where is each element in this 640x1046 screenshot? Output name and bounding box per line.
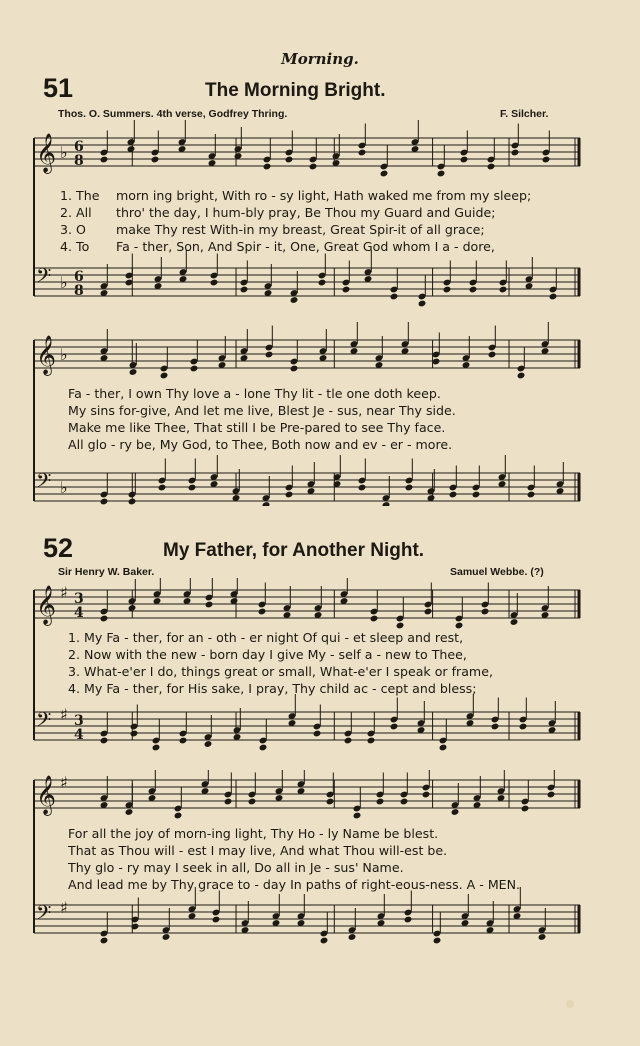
note-head	[491, 723, 500, 731]
music-credit: F. Silcher.	[500, 108, 549, 120]
note-head	[258, 608, 267, 616]
time-signature-bottom: 4	[74, 605, 84, 621]
note-head	[370, 615, 379, 623]
note-head	[358, 484, 367, 492]
note-head	[396, 622, 405, 630]
note-head	[400, 798, 409, 806]
time-signature-bottom: 8	[74, 283, 84, 299]
note-head	[455, 622, 464, 630]
music-system	[0, 578, 640, 768]
note-head	[188, 484, 197, 492]
note-head	[437, 170, 446, 178]
note-head	[422, 791, 431, 799]
hymn-number: 52	[43, 533, 74, 563]
note-head	[290, 365, 299, 373]
note-head	[367, 737, 376, 745]
treble-clef: 𝄞	[36, 775, 57, 815]
hymn-title: The Morning Bright.	[205, 80, 386, 101]
note-head	[418, 300, 427, 308]
note-head	[481, 608, 490, 616]
note-head	[433, 937, 442, 945]
note-head	[259, 744, 268, 752]
words-credit: Thos. O. Summers. 4th verse, Godfrey Thring.	[58, 108, 288, 120]
time-signature-top: 6	[74, 269, 84, 285]
note-head	[265, 351, 274, 359]
verse-text: Make me like Thee, That still I be Pre-pared to see Thy face.	[68, 420, 446, 435]
note-head	[326, 798, 335, 806]
time-signature-bottom: 8	[74, 153, 84, 169]
note-head	[262, 501, 271, 506]
verse-text: make Thy rest With-in my breast, Great Spir-it of all grace;	[116, 222, 485, 237]
note-head	[125, 808, 134, 816]
music-system	[0, 770, 640, 960]
treble-staff	[34, 120, 580, 177]
music-system	[0, 316, 640, 506]
treble-clef: 𝄞	[36, 133, 57, 173]
note-head	[376, 798, 385, 806]
key-signature: ♭	[60, 478, 68, 497]
note-head	[510, 618, 519, 626]
verse-text: For all the joy of morn-ing light, Thy Ho - ly Name be blest.	[68, 826, 439, 841]
music-credit: Samuel Webbe. (?)	[450, 566, 544, 578]
note-head	[353, 812, 362, 820]
verse-start: 2. All	[60, 205, 92, 220]
time-signature-top: 3	[74, 713, 84, 729]
key-signature: ♯	[60, 773, 68, 792]
note-head	[174, 812, 183, 820]
verse-text: 1. My Fa - ther, for an - oth - er night Of qui - et sleep and rest,	[68, 630, 464, 645]
bass-staff	[34, 455, 580, 506]
note-head	[290, 296, 299, 304]
key-signature: ♭	[60, 345, 68, 364]
note-head	[130, 730, 139, 738]
verse-text: 4. My Fa - ther, for His sake, I pray, Thy child ac - cept and bless;	[68, 681, 477, 696]
note-head	[542, 156, 551, 164]
note-head	[285, 491, 294, 499]
music-system	[0, 120, 640, 310]
note-head	[405, 484, 414, 492]
note-head	[240, 286, 249, 294]
note-head	[451, 808, 460, 816]
words-credit: Sir Henry W. Baker.	[58, 566, 155, 578]
note-head	[224, 798, 233, 806]
verse-text: And lead me by Thy grace to - day In paths of right-eous-ness. A - MEN.	[68, 877, 521, 892]
note-head	[190, 365, 199, 373]
note-head	[439, 744, 448, 752]
note-head	[318, 279, 327, 287]
verse-text: My sins for-give, And let me live, Blest Je - sus, near Thy side.	[68, 403, 456, 418]
key-signature: ♯	[60, 705, 68, 724]
note-head	[538, 933, 547, 941]
verse-text: All glo - ry be, My God, to Thee, Both now and ev - er - more.	[68, 437, 453, 452]
note-head	[517, 372, 526, 380]
note-head	[100, 937, 109, 945]
verse-text: That as Thou will - est I may live, And what Thou will-est be.	[68, 843, 448, 858]
verse-text: 3. What-e'er I do, things great or small, What-e'er I speak or frame,	[68, 664, 493, 679]
note-head	[128, 498, 137, 506]
key-signature: ♭	[60, 143, 68, 162]
bass-staff	[34, 250, 580, 307]
hymn-title: My Father, for Another Night.	[163, 540, 425, 561]
verse-text: morn ing bright, With ro - sy light, Hath waked me from my sleep;	[116, 188, 532, 203]
note-head	[469, 286, 478, 294]
hymn-number: 51	[43, 73, 74, 103]
note-head	[204, 740, 213, 748]
note-head	[511, 149, 520, 157]
note-head	[424, 608, 433, 616]
note-head	[472, 491, 481, 499]
note-head	[358, 149, 367, 157]
note-head	[152, 744, 161, 752]
note-head	[404, 916, 413, 924]
note-head	[488, 351, 497, 359]
treble-staff	[34, 322, 580, 379]
time-signature-top: 3	[74, 591, 84, 607]
note-head	[519, 723, 528, 731]
note-head	[100, 737, 109, 745]
verse-text: thro' the day, I hum-bly pray, Be Thou my Guard and Guide;	[116, 205, 496, 220]
note-head	[285, 156, 294, 164]
note-head	[348, 933, 357, 941]
note-head	[263, 163, 272, 171]
note-head	[487, 163, 496, 171]
note-head	[344, 737, 353, 745]
note-head	[129, 368, 138, 376]
verse-start: 3. O	[60, 222, 86, 237]
note-head	[460, 156, 469, 164]
note-head	[100, 615, 109, 623]
note-head	[100, 156, 109, 164]
note-head	[248, 798, 257, 806]
note-head	[527, 491, 536, 499]
bass-staff	[34, 694, 580, 751]
time-signature-bottom: 4	[74, 727, 84, 743]
note-head	[205, 601, 214, 609]
time-signature-top: 6	[74, 139, 84, 155]
key-signature: ♭	[60, 273, 68, 292]
bass-clef: 𝄢	[36, 264, 52, 292]
note-head	[210, 279, 219, 287]
paper-spot	[566, 1000, 574, 1008]
note-head	[158, 484, 167, 492]
verse-start: 4. To	[60, 239, 90, 254]
note-head	[549, 293, 558, 301]
treble-staff	[34, 578, 580, 629]
note-head	[380, 170, 389, 178]
note-head	[521, 805, 530, 813]
note-head	[309, 163, 318, 171]
note-head	[212, 916, 221, 924]
page-header: Morning.	[281, 50, 359, 68]
note-head	[320, 937, 329, 945]
verse-text: Thy glo - ry may I seek in all, Do all in Je - sus' Name.	[68, 860, 404, 875]
verse-text: Fa - ther, I own Thy love a - lone Thy lit - tle one doth keep.	[68, 386, 441, 401]
treble-clef: 𝄞	[36, 335, 57, 375]
note-head	[443, 286, 452, 294]
verse-start: 1. The	[60, 188, 100, 203]
bass-staff	[34, 887, 580, 944]
bass-clef: 𝄢	[36, 901, 52, 929]
note-head	[313, 730, 322, 738]
key-signature: ♯	[60, 583, 68, 602]
note-head	[390, 293, 399, 301]
note-head	[390, 723, 399, 731]
note-head	[342, 286, 351, 294]
note-head	[382, 501, 391, 506]
verse-text: Fa - ther, Son, And Spir - it, One, Great God whom I a - dore,	[116, 239, 495, 254]
note-head	[449, 491, 458, 499]
note-head	[162, 933, 171, 941]
bass-clef: 𝄢	[36, 469, 52, 497]
bass-clef: 𝄢	[36, 708, 52, 736]
treble-staff	[34, 770, 580, 819]
verse-text: 2. Now with the new - born day I give My - self a - new to Thee,	[68, 647, 467, 662]
note-head	[499, 286, 508, 294]
note-head	[547, 791, 556, 799]
note-head	[100, 498, 109, 506]
note-head	[151, 156, 160, 164]
treble-clef: 𝄞	[36, 585, 57, 625]
note-head	[179, 737, 188, 745]
key-signature: ♯	[60, 898, 68, 917]
note-head	[160, 372, 169, 380]
